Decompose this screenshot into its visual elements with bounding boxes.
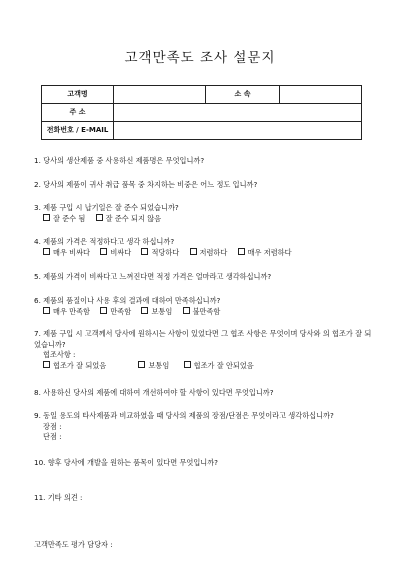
question-2: 2. 당사의 제품이 귀사 취급 품목 중 차지하는 비중은 어느 정도 입니까? bbox=[34, 180, 258, 189]
question-11: 11. 기타 의견 : bbox=[34, 493, 83, 502]
address-label: 주 소 bbox=[42, 104, 114, 122]
q7-option[interactable]: 보통임 bbox=[138, 361, 169, 372]
q4-option[interactable]: 비싸다 bbox=[100, 248, 131, 259]
checkbox-icon[interactable] bbox=[43, 214, 50, 221]
q6-option[interactable]: 보통임 bbox=[141, 307, 172, 318]
q3-option[interactable]: 잘 준수 되지 않음 bbox=[96, 214, 161, 225]
question-8: 8. 사용하신 당사의 제품에 대하여 개선하여야 할 사항이 있다면 무엇입니까? bbox=[34, 388, 274, 397]
dept-field[interactable] bbox=[280, 86, 362, 104]
question-10: 10. 향후 당사에 개발을 원하는 품목이 있다면 무엇입니까? bbox=[34, 458, 218, 467]
q4-option[interactable]: 적당하다 bbox=[141, 248, 179, 259]
question-4-options bbox=[34, 248, 374, 259]
question-3-text: 3. 제품 구입 시 납기일은 잘 준수 되었습니까? bbox=[34, 203, 179, 212]
survey-manager-label: 고객만족도 평가 담당자 : bbox=[34, 540, 113, 549]
q7-option[interactable]: 협조가 잘 안되었음 bbox=[184, 361, 254, 372]
question-3-options bbox=[34, 214, 374, 225]
q6-option[interactable]: 만족함 bbox=[100, 307, 131, 318]
checkbox-icon[interactable] bbox=[96, 214, 103, 221]
question-6-options bbox=[34, 307, 374, 318]
checkbox-icon[interactable] bbox=[141, 307, 148, 314]
q3-option[interactable]: 잘 준수 됨 bbox=[43, 214, 85, 225]
checkbox-icon[interactable] bbox=[141, 248, 148, 255]
checkbox-icon[interactable] bbox=[138, 361, 145, 368]
checkbox-icon[interactable] bbox=[238, 248, 245, 255]
question-4-text: 4. 제품의 가격은 적정하다고 생각 하십니까? bbox=[34, 237, 175, 246]
question-3 bbox=[34, 203, 374, 224]
question-7 bbox=[34, 329, 374, 371]
checkbox-icon[interactable] bbox=[190, 248, 197, 255]
checkbox-icon[interactable] bbox=[100, 307, 107, 314]
checkbox-icon[interactable] bbox=[43, 248, 50, 255]
question-7-text: 7. 제품 구입 시 고객께서 당사에 원하시는 사항이 있었다면 그 협조 사항은 무엇이며 당사와 의 협조가 잘 되었습니까? bbox=[34, 329, 372, 349]
question-6-text: 6. 제품의 품질이나 사용 후의 결과에 대하여 만족하십니까? bbox=[34, 296, 221, 305]
question-9 bbox=[34, 411, 374, 443]
page-title: 고객만족도 조사 설문지 bbox=[124, 50, 276, 66]
question-4 bbox=[34, 237, 374, 258]
customer-info-table bbox=[41, 85, 362, 140]
q6-option[interactable]: 매우 만족함 bbox=[43, 307, 90, 318]
q7-option[interactable]: 협조가 잘 되었음 bbox=[43, 361, 106, 372]
question-6 bbox=[34, 296, 374, 317]
checkbox-icon[interactable] bbox=[43, 361, 50, 368]
question-7-options bbox=[34, 361, 374, 372]
q6-option[interactable]: 불만족함 bbox=[183, 307, 221, 318]
question-9-text: 9. 동일 용도의 타사제품과 비교하였을 때 당사의 제품의 장점/단점은 무엇이라고 생각하십니까? bbox=[34, 411, 334, 420]
question-7-sub: 협조사항 : bbox=[43, 350, 76, 359]
checkbox-icon[interactable] bbox=[183, 307, 190, 314]
phone-field[interactable] bbox=[114, 122, 362, 140]
company-field[interactable] bbox=[114, 86, 206, 104]
dept-label: 소 속 bbox=[206, 86, 280, 104]
checkbox-icon[interactable] bbox=[184, 361, 191, 368]
q4-option[interactable]: 저렴하다 bbox=[190, 248, 228, 259]
checkbox-icon[interactable] bbox=[100, 248, 107, 255]
checkbox-icon[interactable] bbox=[43, 307, 50, 314]
phone-label: 전화번호 / E-MAIL bbox=[42, 122, 114, 140]
q4-option[interactable]: 매우 비싸다 bbox=[43, 248, 90, 259]
question-9-pros: 장점 : bbox=[43, 421, 62, 431]
question-9-cons: 단점 : bbox=[43, 432, 62, 441]
address-field[interactable] bbox=[114, 104, 362, 122]
company-label: 고객명 bbox=[42, 86, 114, 104]
q4-option[interactable]: 매우 저렴하다 bbox=[238, 248, 292, 259]
question-5: 5. 제품의 가격이 비싸다고 느껴진다면 적정 가격은 얼마라고 생각하십니까? bbox=[34, 272, 272, 281]
question-1: 1. 당사의 생산제품 중 사용하신 제품명은 무엇입니까? bbox=[34, 156, 205, 165]
